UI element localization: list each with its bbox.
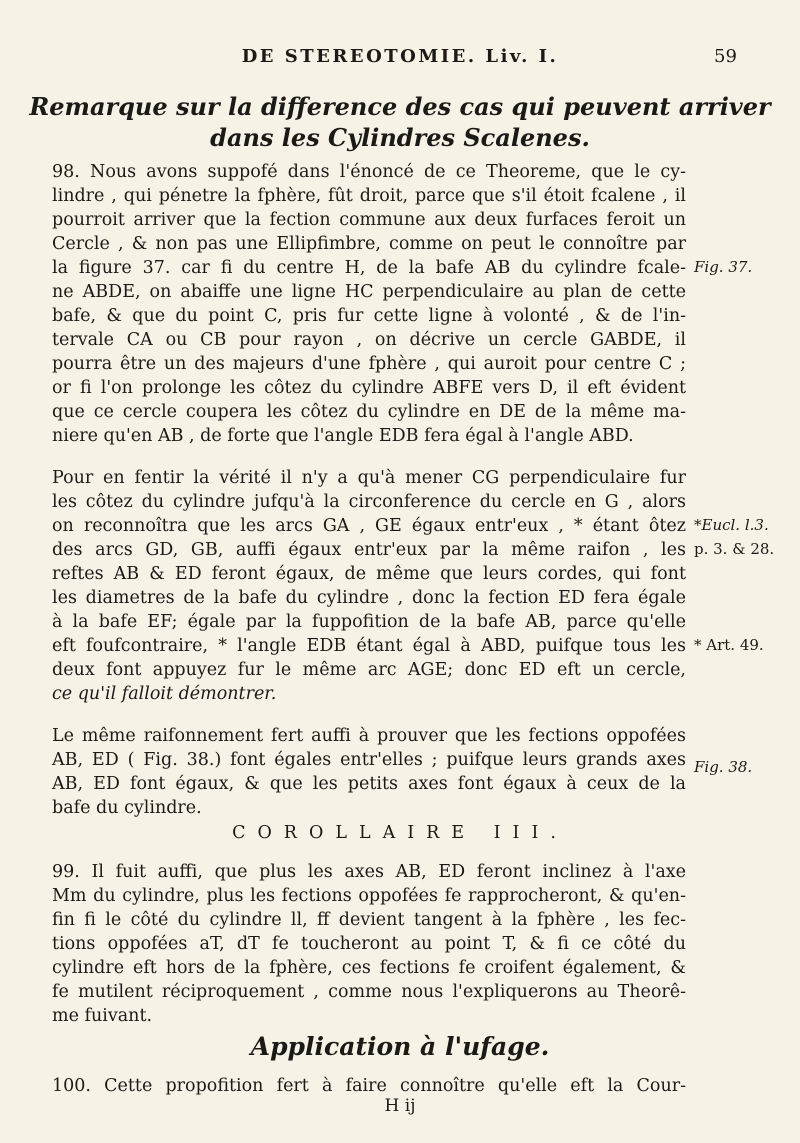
signature-mark: H ij	[384, 1096, 416, 1116]
text-line: ne ABDE, on abaiffe une ligne HC perpendiculaire au plan de cette	[52, 282, 686, 302]
text-line: deux font appuyez fur le même arc AGE; donc ED eft un cercle,	[52, 660, 686, 680]
corollaire-heading: COROLLAIRE III.	[232, 823, 568, 843]
text-line: pourroit arriver que la fection commune aux deux furfaces feroit un	[52, 210, 686, 230]
page-number: 59	[714, 46, 737, 67]
text-line: les diametres de la bafe du cylindre , donc la fection ED fera égale	[52, 588, 686, 608]
text-line: AB, ED font égaux, & que les petits axes font égaux à ceux de la	[52, 774, 686, 794]
text-line: Cercle , & non pas une Ellipfimbre, comme on peut le connoître par	[52, 234, 686, 254]
text-line: on reconnoîtra que les arcs GA , GE égaux entr'eux , * étant ôtez	[52, 516, 686, 536]
text-line: que ce cercle coupera les côtez du cylindre en DE de la même ma-	[52, 402, 686, 422]
text-line: cylindre eft hors de la fphère, ces fections fe croifent également, &	[52, 958, 686, 978]
section-title-line-2: dans les Cylindres Scalenes.	[210, 123, 590, 152]
running-title: DE STEREOTOMIE. Liv. I.	[241, 46, 559, 67]
section-title-line-1: Remarque sur la difference des cas qui peuvent arriver	[29, 92, 771, 121]
text-line: reftes AB & ED feront égaux, de même que leurs cordes, qui font	[52, 564, 686, 584]
text-line: or fi l'on prolonge les côtez du cylindre ABFE vers D, il eft évident	[52, 378, 686, 398]
margin-note-eucl: *Eucl. l.3.	[694, 516, 769, 534]
margin-note-fig-37: Fig. 37.	[694, 258, 753, 276]
text-line: 98. Nous avons suppofé dans l'énoncé de ce Theoreme, que le cy-	[52, 162, 686, 182]
text-line: Le même raifonnement fert auffi à prouver que les fections oppofées	[52, 726, 686, 746]
text-line: me fuivant.	[52, 1006, 153, 1026]
text-line: lindre , qui pénetre la fphère, fût droit, parce que s'il étoit fcalene , il	[52, 186, 686, 206]
text-line: fe mutilent réciproquement , comme nous l'expliquerons au Theorê-	[52, 982, 686, 1002]
text-line: pourra être un des majeurs d'une fphère , qui auroit pour centre C ;	[52, 354, 686, 374]
margin-note-fig-38: Fig. 38.	[694, 758, 753, 776]
text-line: Mm du cylindre, plus les fections oppofées fe rapprocheront, & qu'en-	[52, 886, 686, 906]
text-line: à la bafe EF; égale par la fuppofition de la bafe AB, parce qu'elle	[52, 612, 686, 632]
margin-note-prop: p. 3. & 28.	[694, 540, 775, 558]
application-heading: Application à l'ufage.	[250, 1032, 550, 1061]
text-line: tions oppofées aT, dT fe toucheront au point T, & fi ce côté du	[52, 934, 686, 954]
margin-note-art: * Art. 49.	[694, 636, 764, 654]
text-line: tervale CA ou CB pour rayon , on décrive un cercle GABDE, il	[52, 330, 686, 350]
text-line: des arcs GD, GB, auffi égaux entr'eux par la même raifon , les	[52, 540, 686, 560]
text-line: fin fi le côté du cylindre ll, ff devient tangent à la fphère , les fec-	[52, 910, 686, 930]
text-line: eft foufcontraire, * l'angle EDB étant égal à ABD, puifque tous les	[52, 636, 686, 656]
text-line: bafe, & que du point C, pris fur cette ligne à volonté , & de l'in-	[52, 306, 686, 326]
text-line: Pour en fentir la vérité il n'y a qu'à mener CG perpendiculaire fur	[52, 468, 686, 488]
text-line: les côtez du cylindre jufqu'à la circonference du cercle en G , alors	[52, 492, 686, 512]
text-line: niere qu'en AB , de forte que l'angle EDB fera égal à l'angle ABD.	[52, 426, 634, 446]
text-line: AB, ED ( Fig. 38.) font égales entr'elles ; puifque leurs grands axes	[52, 750, 686, 770]
paragraph-100: 100. Cette propofition fert à faire connoître qu'elle eft la Cour-	[52, 1076, 686, 1096]
text-line: 99. Il fuit auffi, que plus les axes AB, ED feront inclinez à l'axe	[52, 862, 686, 882]
text-line: bafe du cylindre.	[52, 798, 202, 818]
text-line: la figure 37. car fi du centre H, de la bafe AB du cylindre fcale-	[52, 258, 686, 278]
text-line: ce qu'il falloit démontrer.	[52, 684, 277, 704]
